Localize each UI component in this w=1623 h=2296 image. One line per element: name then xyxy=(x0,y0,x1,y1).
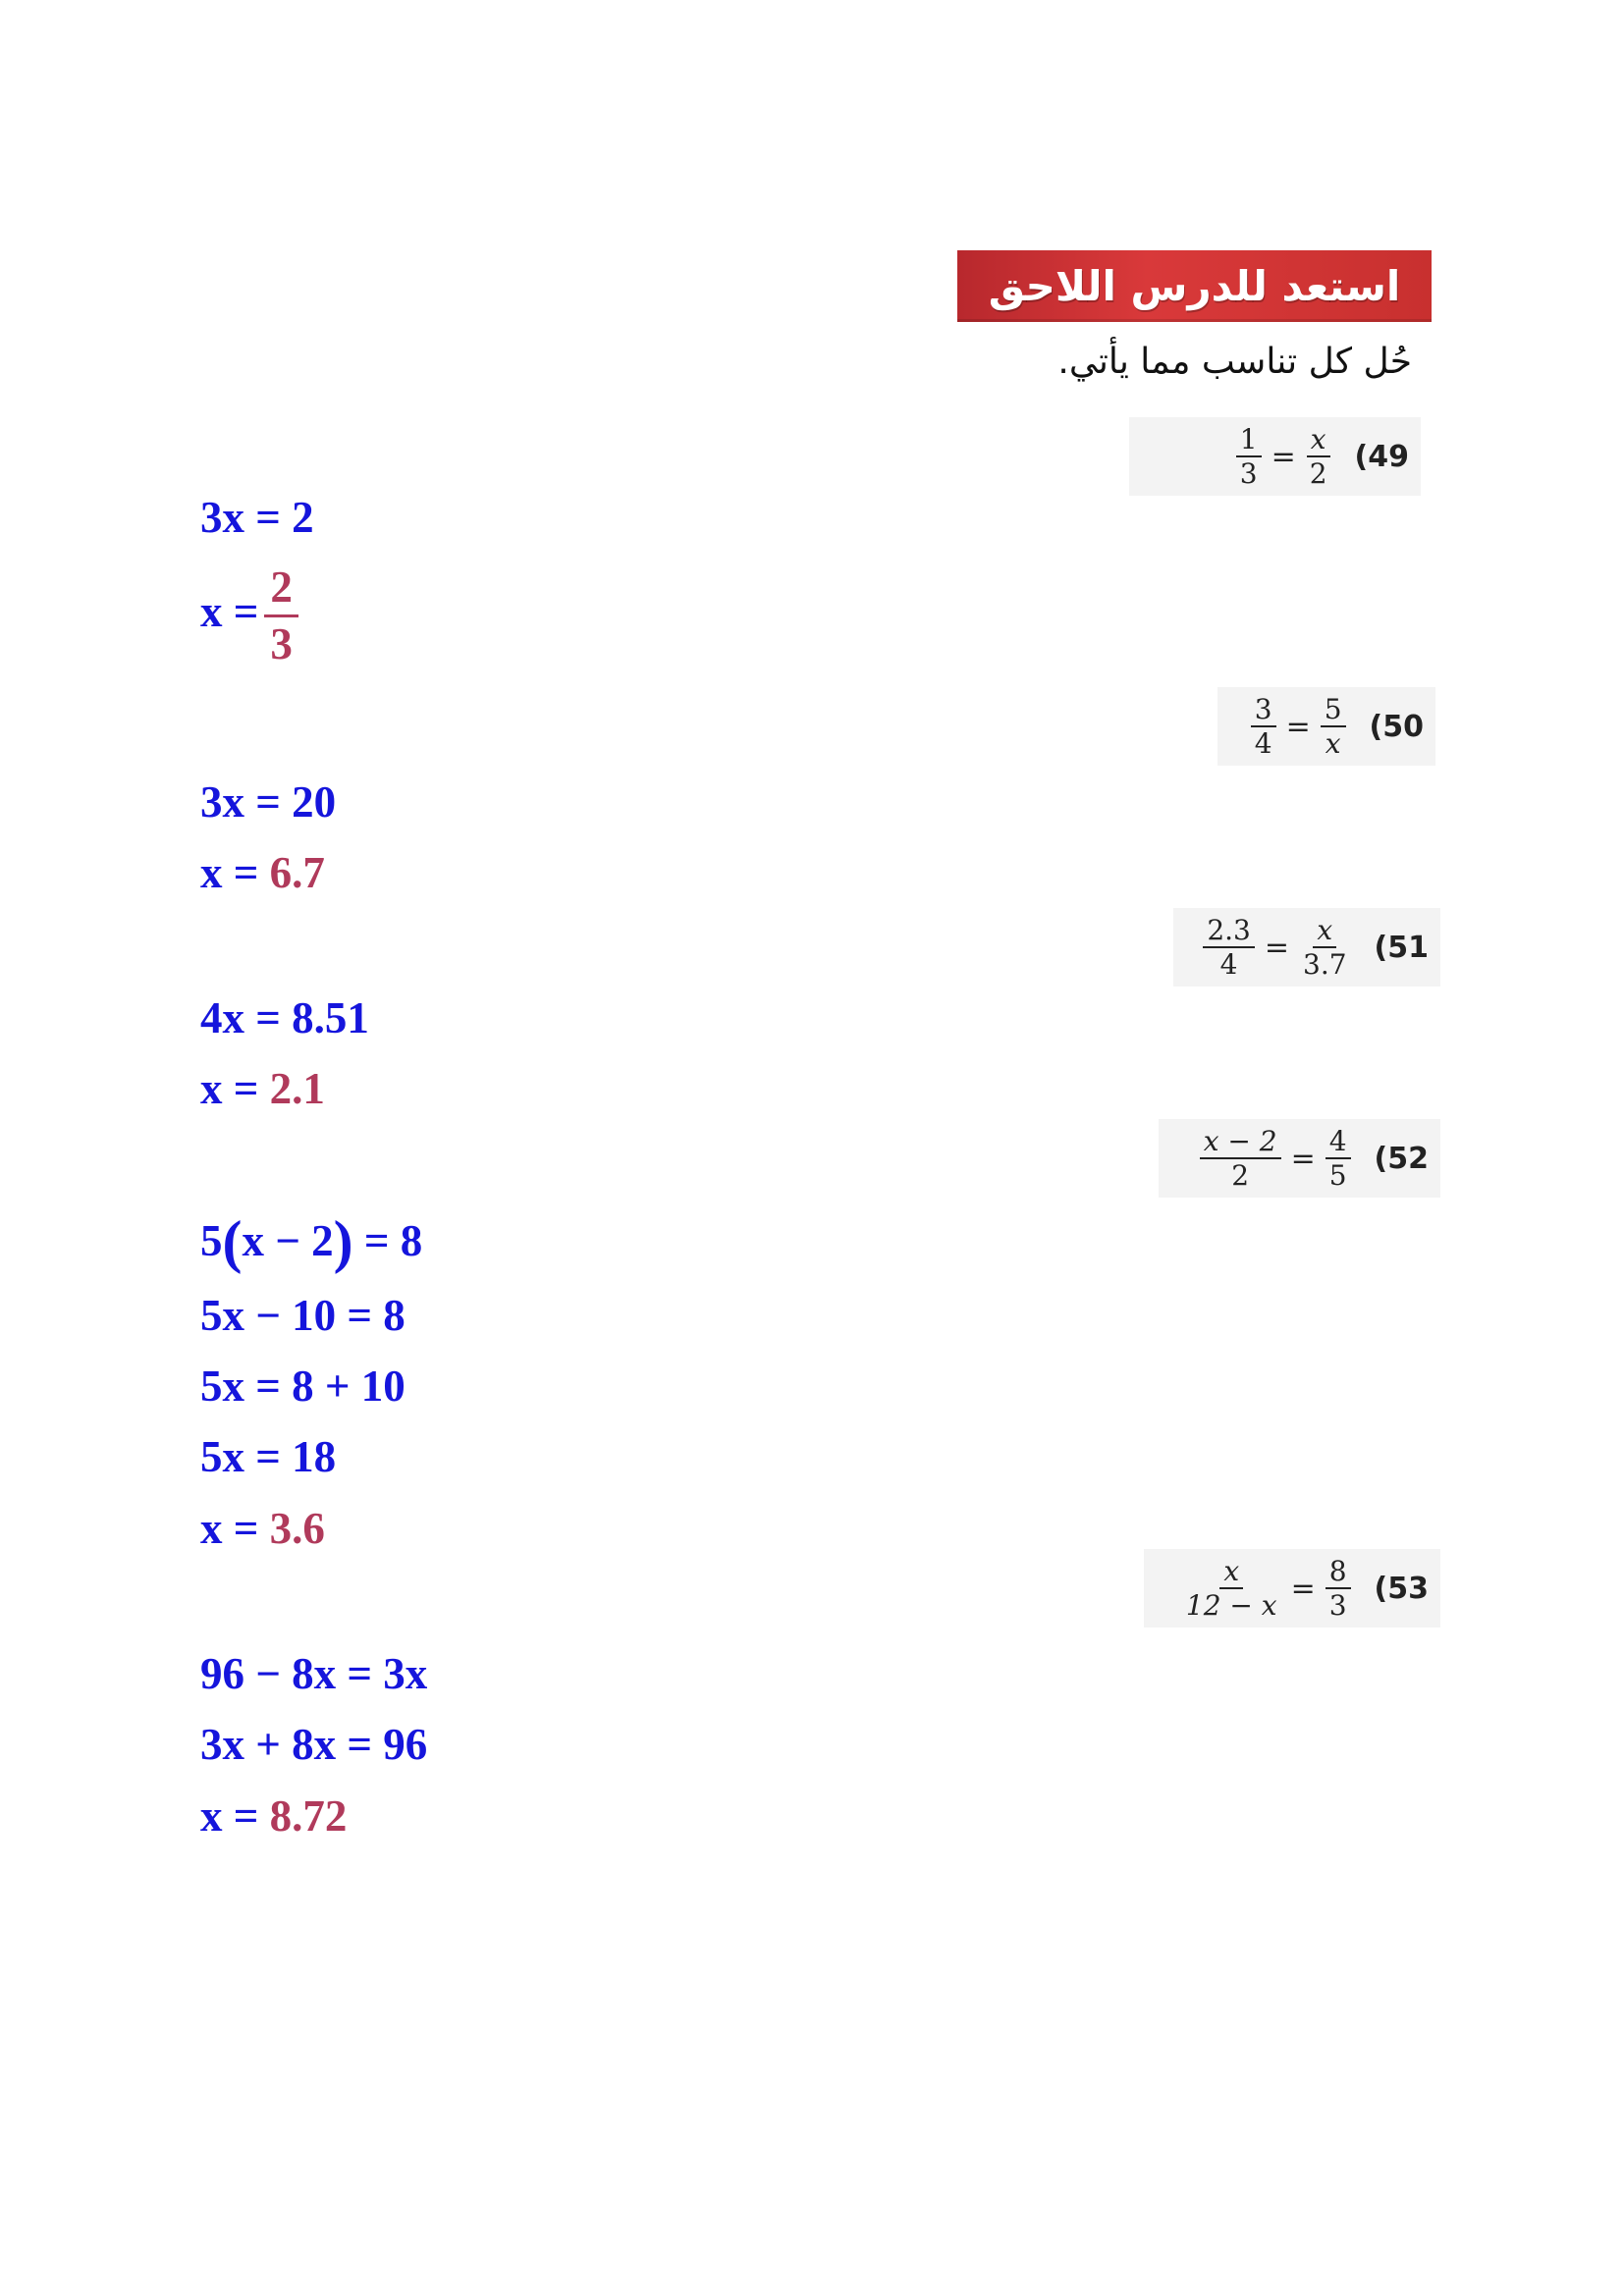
solution-51-line-1: 4x = 8.51 xyxy=(200,993,369,1042)
numerator: 1 xyxy=(1236,425,1262,457)
solution-53-line-1: 96 − 8x = 3x xyxy=(200,1649,428,1698)
problem-number: (50 xyxy=(1369,709,1424,744)
answer-lhs: x = xyxy=(200,1791,259,1841)
denominator: 4 xyxy=(1254,727,1272,760)
fraction-right xyxy=(1306,422,1331,490)
answer-lhs: x = xyxy=(200,1064,259,1113)
numerator: 4 xyxy=(1325,1127,1351,1159)
solution-50-line-1: 3x = 20 xyxy=(200,777,337,827)
solution-52-line-1 xyxy=(200,1209,423,1274)
denominator: x xyxy=(1325,727,1341,760)
instruction-text: حُل كل تناسب مما يأتي. xyxy=(1057,342,1412,382)
fraction-left xyxy=(1200,1124,1281,1192)
solution-52-line-3: 5x = 8 + 10 xyxy=(200,1362,406,1411)
answer-value: 6.7 xyxy=(269,848,325,897)
equals-sign: = xyxy=(1285,709,1311,744)
fraction-right xyxy=(1325,1124,1351,1192)
answer-fraction xyxy=(264,564,298,668)
equals-sign: = xyxy=(1290,1571,1316,1606)
problem-51 xyxy=(1173,908,1440,987)
numerator: x xyxy=(1313,916,1336,948)
fraction-right xyxy=(1321,692,1346,760)
fraction-left xyxy=(1203,913,1255,981)
numerator: x xyxy=(1219,1557,1243,1589)
solution-52-answer xyxy=(200,1504,325,1553)
answer-value: 2.1 xyxy=(269,1064,325,1113)
answer-lhs: x = xyxy=(200,848,259,897)
numerator: x − 2 xyxy=(1200,1127,1281,1159)
denominator: 3 xyxy=(1239,457,1258,490)
problem-number: (49 xyxy=(1354,439,1409,474)
solution-53-line-2: 3x + 8x = 96 xyxy=(200,1720,428,1769)
problem-53 xyxy=(1144,1549,1440,1628)
solution-50-answer xyxy=(200,848,325,897)
fraction-right xyxy=(1299,913,1351,981)
proportion-52 xyxy=(1200,1124,1351,1192)
numerator: 8 xyxy=(1325,1557,1351,1589)
numerator: 3 xyxy=(1251,695,1276,727)
answer-lhs: x = xyxy=(200,1504,259,1553)
answer-lhs: x = xyxy=(200,587,259,637)
solution-53-answer xyxy=(200,1791,348,1841)
problem-number: (51 xyxy=(1374,930,1429,965)
open-paren: ( xyxy=(222,1209,243,1274)
fraction-right xyxy=(1325,1554,1351,1622)
solution-49-line-1: 3x = 2 xyxy=(200,493,314,542)
rhs: = 8 xyxy=(352,1216,423,1265)
problem-50 xyxy=(1217,687,1435,766)
denominator: 2 xyxy=(1231,1159,1250,1192)
proportion-50 xyxy=(1251,692,1346,760)
denominator: 12 − x xyxy=(1185,1589,1277,1622)
answer-denominator: 3 xyxy=(270,619,293,669)
answer-numerator: 2 xyxy=(264,564,298,617)
close-paren: ) xyxy=(333,1209,353,1274)
solution-52-line-2: 5x − 10 = 8 xyxy=(200,1291,406,1340)
equals-sign: = xyxy=(1271,439,1296,474)
coefficient: 5 xyxy=(200,1216,223,1265)
denominator: 3 xyxy=(1328,1589,1347,1622)
equals-sign: = xyxy=(1290,1141,1316,1176)
denominator: 2 xyxy=(1309,457,1327,490)
fraction-left xyxy=(1236,422,1262,490)
fraction-left xyxy=(1251,692,1276,760)
solution-49-answer xyxy=(200,564,298,668)
answer-value: 3.6 xyxy=(269,1504,325,1553)
proportion-49 xyxy=(1236,422,1331,490)
problem-number: (53 xyxy=(1374,1571,1429,1606)
problem-number: (52 xyxy=(1374,1141,1429,1176)
proportion-51 xyxy=(1203,913,1350,981)
fraction-left xyxy=(1182,1554,1281,1622)
paren-content: x − 2 xyxy=(242,1216,334,1265)
denominator: 4 xyxy=(1219,948,1238,981)
problem-52 xyxy=(1159,1119,1440,1198)
solution-51-answer xyxy=(200,1064,325,1113)
answer-value: 8.72 xyxy=(269,1791,348,1841)
denominator: 5 xyxy=(1328,1159,1347,1192)
section-header-title: استعد للدرس اللاحق xyxy=(988,262,1401,310)
section-header-banner xyxy=(957,250,1432,322)
solution-52-line-4: 5x = 18 xyxy=(200,1432,337,1481)
equals-sign: = xyxy=(1264,930,1289,965)
numerator: 2.3 xyxy=(1203,916,1255,948)
numerator: 5 xyxy=(1321,695,1346,727)
numerator: x xyxy=(1307,425,1330,457)
denominator: 3.7 xyxy=(1303,948,1347,981)
problem-49 xyxy=(1129,417,1421,496)
proportion-53 xyxy=(1182,1554,1351,1622)
